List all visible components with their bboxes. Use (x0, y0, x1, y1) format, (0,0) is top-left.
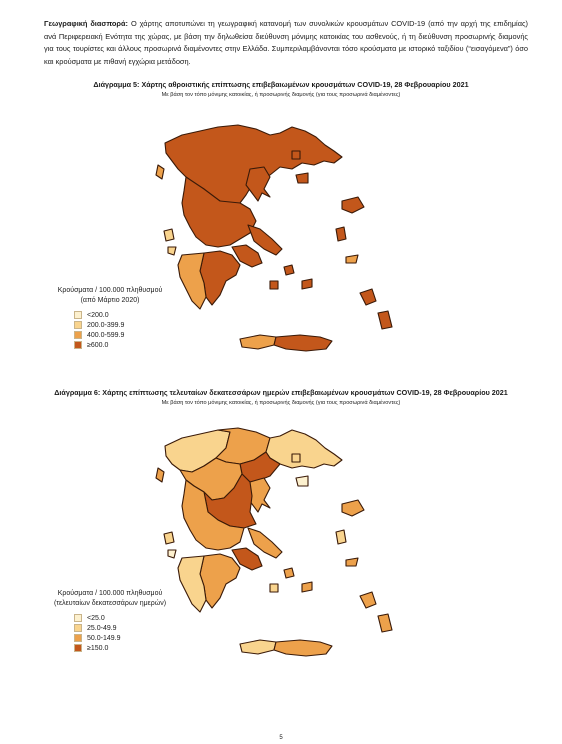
map6-peloponnese-west (178, 556, 206, 612)
figure5-legend-swatch (74, 321, 82, 329)
map5-chalkidiki (246, 167, 270, 201)
map5-cyclades-3 (270, 281, 278, 289)
figure6-legend-item (74, 633, 180, 643)
figure5-legend-label: 200.0-399.9 (87, 321, 125, 329)
intro-text: Ο χάρτης αποτυπώνει τη γεωγραφική κατανομή των συνολικών κρουσμάτων COVID-19 (από την αρχή της επιδημίας) ανά Περιφερειακή Ενότητα της χώρας, με βάση την δηλωθείσα διεύθυνση μόνιμης κατοικίας του ασθενούς, ή τη διεύθυνση προσωρινής διαμονής για τους τουρίστες και άλλους προσωρινά διαμένοντες στην Ελλάδα. Συμπεριλαμβάνονται τόσο κρούσματα με ιστορικό ταξιδίου (“εισαγόμενα”) όσο και κρούσματα με πιθανή εγχώρια μετάδοση. (44, 19, 528, 66)
figure5-legend (40, 286, 180, 350)
figure5-legend-label: ≥600.0 (87, 341, 109, 349)
map5-cyclades-1 (284, 265, 294, 275)
map5-lesvos (342, 197, 364, 213)
map5-samos (346, 255, 358, 263)
figure6-legend-items (74, 613, 180, 653)
figure6-legend-label: ≥150.0 (87, 644, 109, 652)
figure6-legend-swatch (74, 644, 82, 652)
map6-lesvos (342, 500, 364, 516)
figure5-legend-item (74, 340, 180, 350)
figure5-legend-items (74, 310, 180, 350)
figure5-legend-item (74, 320, 180, 330)
figure5-legend-swatch (74, 331, 82, 339)
figure6-legend-swatch (74, 614, 82, 622)
map6-thasos (292, 454, 300, 462)
figure5-legend-label: <200.0 (87, 311, 109, 319)
figure6-legend-item (74, 613, 180, 623)
map6-corfu (156, 468, 164, 482)
page-number: 5 (279, 735, 283, 741)
figure6-title: Διάγραμμα 6: Χάρτης επίπτωσης τελευταίων δεκατεσσάρων ημερών επιβεβαιωμένων κρουσμάτων COVID-19, 28 Φεβρουαρίου 2021 (54, 388, 508, 397)
map6-chios (336, 530, 346, 544)
figure6-legend (40, 589, 180, 653)
map6-samos (346, 558, 358, 566)
figure6-legend-title-line2: (τελευταίων δεκατεσσάρων ημερών) (53, 600, 167, 607)
map6-cyclades-2 (302, 582, 312, 592)
map6-cyclades-3 (270, 584, 278, 592)
figure5-legend-item (74, 310, 180, 320)
figure6-legend-swatch (74, 624, 82, 632)
map5-crete-west (240, 335, 276, 349)
map5-limnos (296, 173, 308, 183)
figure6-legend-swatch (74, 634, 82, 642)
figure5-legend-swatch (74, 311, 82, 319)
map6-dodecanese (360, 592, 376, 608)
map5-zakynthos (168, 247, 176, 255)
figure6-legend-label: 50.0-149.9 (87, 634, 121, 642)
figure6-legend-item (74, 643, 180, 653)
map6-cyclades-1 (284, 568, 294, 578)
figure6-legend-item (74, 623, 180, 633)
map5-cyclades-2 (302, 279, 312, 289)
figure5-title: Διάγραμμα 5: Χάρτης αθροιστικής επίπτωσης επιβεβαιωμένων κρουσμάτων COVID-19, 28 Φεβρουαρίου 2021 (93, 80, 469, 89)
figure5-legend-item (74, 330, 180, 340)
map5-peloponnese-west (178, 253, 206, 309)
figure6-legend-label: <25.0 (87, 614, 105, 622)
map6-crete-east (274, 640, 332, 656)
figure5-legend-swatch (74, 341, 82, 349)
map5-dodecanese (360, 289, 376, 305)
figure5-legend-title-line2: (από Μάρτιο 2020) (80, 297, 140, 304)
figure5-subtitle: Με βάση τον τόπο μόνιμης κατοικίας, ή προσωρινής διαμονής (για τους προσωρινά διαμένοντες) (161, 92, 401, 98)
map5-chios (336, 227, 346, 241)
figure6-legend-label: 25.0-49.9 (87, 624, 117, 632)
map5-crete-east (274, 335, 332, 351)
figure5-legend-title-line1: Κρούσματα / 100.000 πληθυσμού (57, 287, 163, 294)
map5-kefalonia (164, 229, 174, 241)
map6-zakynthos (168, 550, 176, 558)
map5-corfu (156, 165, 164, 179)
intro-lead: Γεωγραφική διασπορά: (44, 19, 129, 28)
map5-rhodes (378, 311, 392, 329)
map5-thasos (292, 151, 300, 159)
intro-paragraph (44, 18, 528, 68)
figure6-subtitle: Με βάση τον τόπο μόνιμης κατοικίας, ή προσωρινής διαμονής (για τους προσωρινά διαμένοντες) (161, 400, 401, 406)
map6-crete-west (240, 640, 276, 654)
map6-limnos (296, 476, 308, 486)
figure6-legend-title-line1: Κρούσματα / 100.000 πληθυσμού (57, 590, 163, 597)
map6-kefalonia (164, 532, 174, 544)
figure5-legend-label: 400.0-599.9 (87, 331, 125, 339)
map6-rhodes (378, 614, 392, 632)
